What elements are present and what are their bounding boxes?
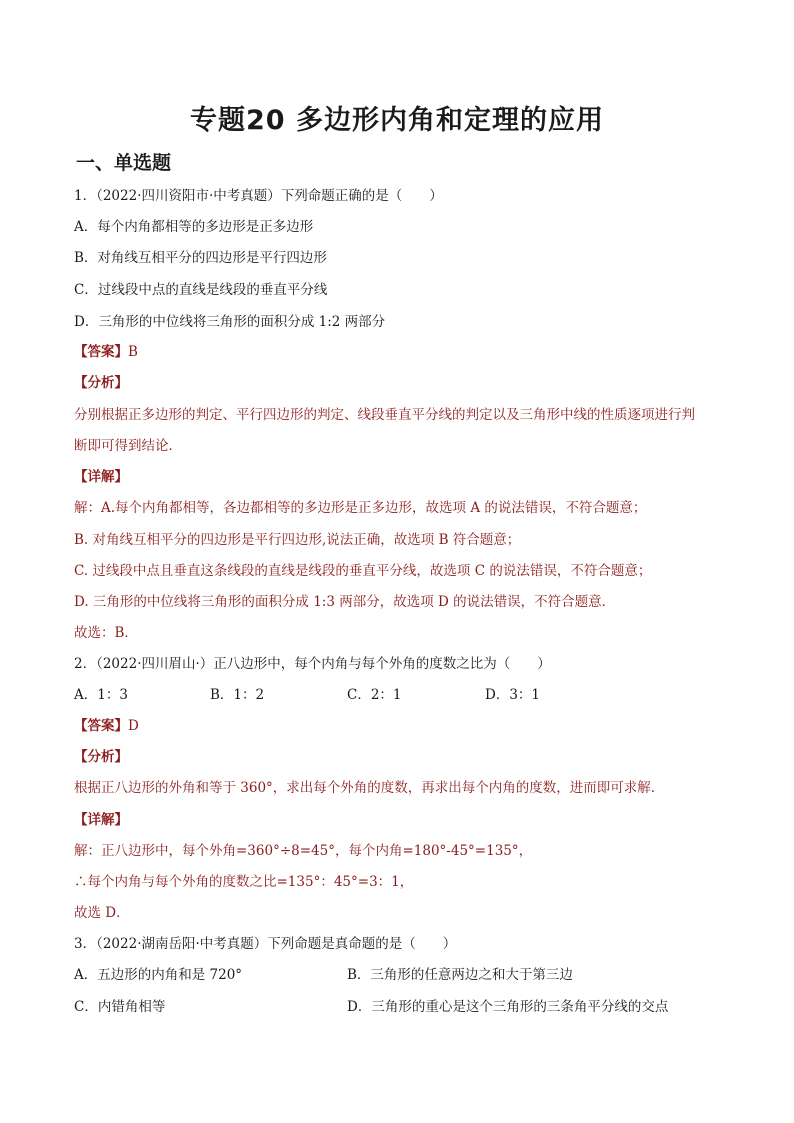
- answer-value: B: [128, 344, 138, 360]
- q3-option-d: D．三角形的重心是这个三角形的三条角平分线的交点: [347, 999, 669, 1015]
- q1-detail-line-3: C. 过线段中点且垂直这条线段的直线是线段的垂直平分线，故选项 C 的说法错误，不符合题意；: [74, 563, 652, 579]
- q1-option-c: C．过线段中点的直线是线段的垂直平分线: [74, 282, 328, 298]
- q2-option-b: B．1：2: [210, 687, 265, 703]
- q1-analysis-tag: 【分析】: [74, 375, 128, 391]
- q3-stem: 3．（2022·湖南岳阳·中考真题）下列命题是真命题的是（ ）: [74, 936, 457, 952]
- q1-option-a: A．每个内角都相等的多边形是正多边形: [74, 219, 314, 235]
- q1-detail-line-2: B. 对角线互相平分的四边形是平行四边形,说法正确，故选项 B 符合题意；: [74, 532, 521, 548]
- q1-detail-tag: 【详解】: [74, 469, 128, 485]
- q2-detail-tag: 【详解】: [74, 812, 128, 828]
- document-title: 专题20 多边形内角和定理的应用: [190, 105, 604, 136]
- section-heading: 一、单选题: [76, 152, 172, 174]
- q1-answer: [74, 343, 138, 361]
- q1-stem: 1．（2022·四川资阳市·中考真题）下列命题正确的是（ ）: [74, 188, 443, 204]
- q3-option-c: C．内错角相等: [74, 999, 166, 1015]
- q3-option-b: B．三角形的任意两边之和大于第三边: [347, 967, 573, 983]
- q2-analysis-line-1: 根据正八边形的外角和等于 360°，求出每个外角的度数，再求出每个内角的度数，进而即可求解．: [74, 780, 665, 796]
- q1-detail-line-4: D. 三角形的中位线将三角形的面积分成 1:3 两部分，故选项 D 的说法错误，不符合题意．: [74, 594, 616, 610]
- q2-option-c: C．2：1: [347, 687, 402, 703]
- q1-analysis-line-2: 断即可得到结论．: [74, 438, 182, 454]
- q2-option-a: A．1：3: [74, 687, 128, 703]
- q1-analysis-line-1: 分别根据正多边形的判定、平行四边形的判定、线段垂直平分线的判定以及三角形中线的性质逐项进行判: [74, 407, 695, 423]
- q2-stem: 2．（2022·四川眉山·）正八边形中，每个内角与每个外角的度数之比为（ ）: [74, 656, 551, 672]
- q1-detail-line-5: 故选：B．: [74, 625, 138, 641]
- q2-detail-line-1: 解：正八边形中，每个外角=360°÷8=45°，每个内角=180°-45°=135°，: [74, 843, 533, 859]
- answer-tag: 【答案】: [74, 718, 128, 734]
- q2-analysis-tag: 【分析】: [74, 749, 128, 765]
- q3-option-a: A．五边形的内角和是 720°: [74, 967, 243, 983]
- q2-option-d: D．3：1: [485, 687, 541, 703]
- answer-value: D: [128, 718, 139, 734]
- q2-detail-line-3: 故选 D．: [74, 905, 130, 921]
- q1-option-d: D．三角形的中位线将三角形的面积分成 1:2 两部分: [74, 314, 386, 330]
- q2-detail-line-2: ∴每个内角与每个外角的度数之比=135°：45°=3：1，: [74, 874, 414, 890]
- q1-option-b: B．对角线互相平分的四边形是平行四边形: [74, 250, 327, 266]
- q2-answer: [74, 717, 139, 735]
- answer-tag: 【答案】: [74, 344, 128, 360]
- q1-detail-line-1: 解：A.每个内角都相等，各边都相等的多边形是正多边形，故选项 A 的说法错误，不符合题意；: [74, 500, 647, 516]
